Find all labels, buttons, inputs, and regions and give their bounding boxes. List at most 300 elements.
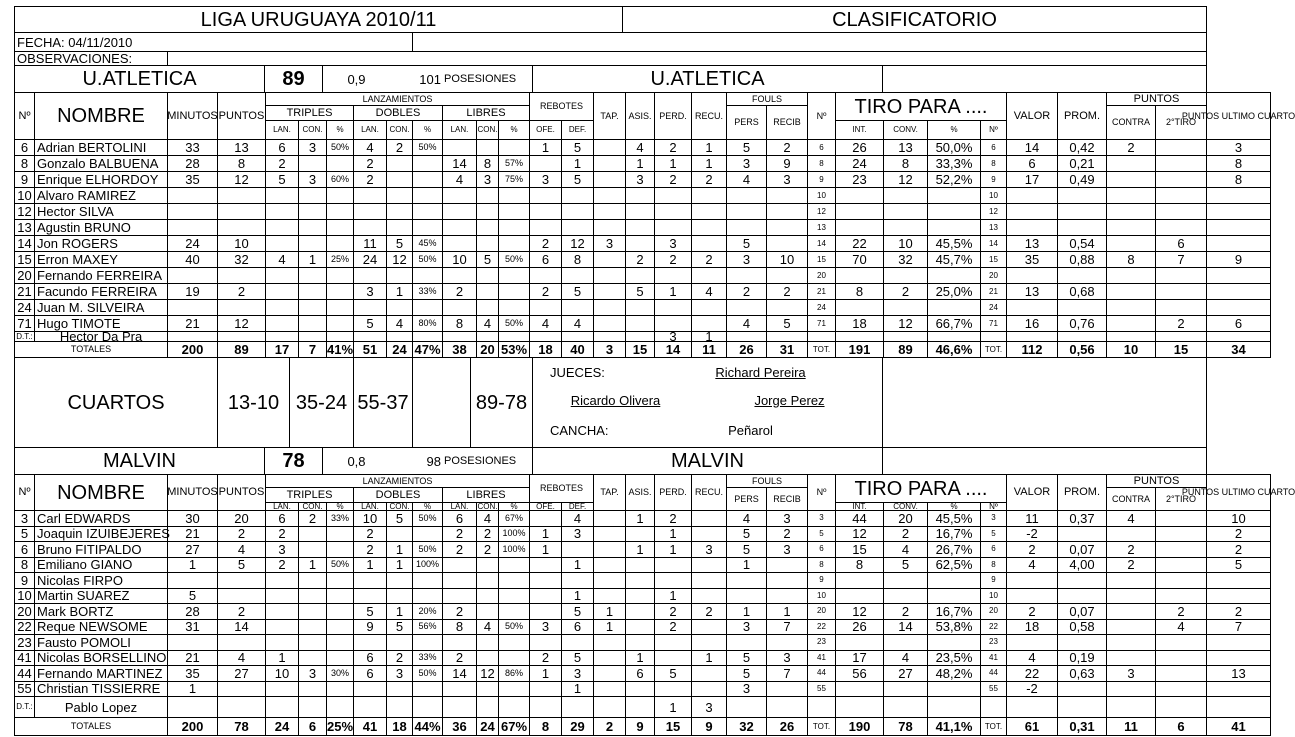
stat-cell: 50,0% bbox=[927, 139, 981, 156]
stat-cell: 1 bbox=[654, 588, 692, 605]
points-per-possession: 0,8 bbox=[347, 453, 366, 469]
stat-cell bbox=[927, 219, 981, 236]
pct-subheader: % bbox=[412, 120, 443, 140]
stat-cell: 57% bbox=[498, 155, 530, 172]
stat-cell: 31 bbox=[167, 619, 218, 636]
stat-cell bbox=[691, 219, 727, 236]
stat-cell bbox=[561, 203, 594, 220]
nombre-header: NOMBRE bbox=[34, 92, 168, 140]
player-name: Mark BORTZ bbox=[34, 603, 168, 620]
stat-cell: 13 bbox=[980, 219, 1007, 236]
stat-cell bbox=[442, 219, 477, 236]
stat-cell bbox=[1206, 187, 1271, 204]
asis-header: ASIS. bbox=[625, 92, 655, 140]
stat-cell: 35 bbox=[167, 171, 218, 188]
stat-cell: 56 bbox=[835, 665, 884, 682]
player-name: Joaquin IZUIBEJERES bbox=[34, 526, 168, 543]
stat-cell: 30% bbox=[326, 665, 354, 682]
stat-cell bbox=[265, 203, 299, 220]
stat-cell: 25% bbox=[326, 251, 354, 268]
stat-cell: 3 bbox=[766, 650, 808, 667]
stat-cell: 5 bbox=[217, 557, 266, 574]
stat-cell: 41 bbox=[980, 650, 1007, 667]
stat-cell bbox=[625, 588, 655, 605]
stat-cell: 4 bbox=[726, 315, 767, 332]
total-cell: 200 bbox=[167, 717, 218, 736]
stat-cell bbox=[835, 681, 884, 698]
stat-cell bbox=[654, 219, 692, 236]
stat-cell: 6 bbox=[980, 139, 1007, 156]
prom-header: PROM. bbox=[1057, 474, 1107, 511]
player-name: Reque NEWSOME bbox=[34, 619, 168, 636]
nro-header: Nº bbox=[14, 92, 35, 140]
stat-cell bbox=[1057, 219, 1107, 236]
stat-cell: 1 bbox=[386, 283, 413, 300]
coach-stat-cell bbox=[561, 696, 594, 718]
stat-cell: 15 bbox=[980, 251, 1007, 268]
stat-cell: -2 bbox=[1006, 681, 1058, 698]
stat-cell: 6 bbox=[980, 541, 1007, 558]
venue-name: Peñarol bbox=[728, 423, 773, 438]
stat-cell bbox=[625, 619, 655, 636]
total-cell: 24 bbox=[476, 717, 499, 736]
stat-cell: 13 bbox=[807, 219, 836, 236]
lan-subheader: LAN. bbox=[442, 502, 477, 511]
team-name: U.ATLETICA bbox=[14, 65, 265, 93]
stat-cell: 2 bbox=[654, 619, 692, 636]
stat-cell bbox=[593, 283, 626, 300]
team-name-right: MALVIN bbox=[532, 447, 883, 475]
coach-stat-cell bbox=[265, 696, 299, 718]
middle-blank bbox=[882, 357, 1207, 448]
stat-cell bbox=[593, 299, 626, 316]
lanzamientos-header: LANZAMIENTOS bbox=[265, 92, 530, 106]
stat-cell bbox=[835, 203, 884, 220]
stat-cell bbox=[476, 219, 499, 236]
stat-cell bbox=[498, 299, 530, 316]
player-name: Facundo FERREIRA bbox=[34, 283, 168, 300]
stat-cell: 2 bbox=[691, 251, 727, 268]
stat-cell: 3 bbox=[625, 171, 655, 188]
stat-cell bbox=[835, 219, 884, 236]
stat-cell: 10 bbox=[980, 187, 1007, 204]
stat-cell: 2 bbox=[1206, 603, 1271, 620]
stat-cell bbox=[1155, 681, 1207, 698]
stat-cell: 2 bbox=[353, 541, 387, 558]
stat-cell bbox=[412, 171, 443, 188]
stat-cell: 20 bbox=[807, 267, 836, 284]
stat-cell bbox=[1057, 187, 1107, 204]
perd-header: PERD. bbox=[654, 474, 692, 511]
stat-cell bbox=[766, 235, 808, 252]
stat-cell: 8 bbox=[807, 557, 836, 574]
stat-cell bbox=[625, 681, 655, 698]
stat-cell: 28 bbox=[167, 603, 218, 620]
stat-cell: 0,21 bbox=[1057, 155, 1107, 172]
con-subheader: CON. bbox=[298, 502, 327, 511]
stat-cell bbox=[835, 572, 884, 589]
stat-cell: 1 bbox=[561, 155, 594, 172]
total-cell: 10 bbox=[1106, 341, 1156, 358]
stat-cell: 9 bbox=[1206, 251, 1271, 268]
stat-cell bbox=[726, 187, 767, 204]
total-cell: 61 bbox=[1006, 717, 1058, 736]
stat-cell bbox=[529, 219, 562, 236]
stat-cell bbox=[1006, 203, 1058, 220]
stat-cell bbox=[1006, 588, 1058, 605]
stat-cell bbox=[412, 299, 443, 316]
stat-cell bbox=[326, 203, 354, 220]
stat-cell bbox=[766, 588, 808, 605]
stat-cell bbox=[726, 219, 767, 236]
stat-cell: 55 bbox=[14, 681, 35, 698]
player-name: Jon ROGERS bbox=[34, 235, 168, 252]
stat-cell: 71 bbox=[14, 315, 35, 332]
stat-cell bbox=[353, 203, 387, 220]
stat-cell bbox=[298, 541, 327, 558]
stat-cell: 1 bbox=[386, 603, 413, 620]
stat-cell: 67% bbox=[498, 510, 530, 527]
stat-cell bbox=[1206, 588, 1271, 605]
recu-header: RECU. bbox=[691, 92, 727, 140]
stat-cell: 1 bbox=[691, 155, 727, 172]
stat-cell bbox=[726, 203, 767, 220]
stat-cell bbox=[766, 557, 808, 574]
segundo-tiro-subheader: 2°TIRO bbox=[1155, 487, 1207, 511]
stat-cell: 22 bbox=[980, 619, 1007, 636]
stat-cell: 4 bbox=[386, 315, 413, 332]
possessions-label: POSESIONES bbox=[444, 72, 517, 85]
stat-cell bbox=[1155, 171, 1207, 188]
stat-cell: 10 bbox=[442, 251, 477, 268]
stat-cell bbox=[386, 572, 413, 589]
total-cell: TOT. bbox=[807, 341, 836, 358]
stat-cell: 14 bbox=[883, 619, 928, 636]
stat-cell: 8 bbox=[442, 619, 477, 636]
stat-cell bbox=[883, 299, 928, 316]
stat-cell bbox=[1206, 267, 1271, 284]
coach-stat-cell: 1 bbox=[654, 696, 692, 718]
stat-cell bbox=[217, 267, 266, 284]
coach-stat-cell bbox=[167, 696, 218, 718]
stat-cell: 1 bbox=[691, 139, 727, 156]
coach-stat-cell bbox=[807, 696, 836, 718]
stat-cell: 5 bbox=[561, 139, 594, 156]
stat-cell bbox=[326, 219, 354, 236]
stat-cell: 5 bbox=[386, 235, 413, 252]
stat-cell bbox=[1106, 155, 1156, 172]
stat-cell bbox=[326, 155, 354, 172]
stat-cell bbox=[498, 634, 530, 651]
stat-cell bbox=[298, 283, 327, 300]
stat-cell bbox=[691, 619, 727, 636]
player-name: Gonzalo BALBUENA bbox=[34, 155, 168, 172]
stat-cell: 3 bbox=[561, 665, 594, 682]
stat-cell: 4 bbox=[561, 315, 594, 332]
stat-cell: 71 bbox=[980, 315, 1007, 332]
stat-cell: 24 bbox=[353, 251, 387, 268]
stat-cell: 80% bbox=[412, 315, 443, 332]
stat-cell bbox=[298, 267, 327, 284]
stat-cell: 3 bbox=[726, 155, 767, 172]
stat-cell: 22 bbox=[14, 619, 35, 636]
stat-cell: 8 bbox=[476, 155, 499, 172]
stat-cell: 5 bbox=[561, 283, 594, 300]
stat-cell bbox=[265, 681, 299, 698]
stat-cell: 5 bbox=[766, 315, 808, 332]
stat-cell: 3 bbox=[298, 665, 327, 682]
stat-cell: 2 bbox=[442, 650, 477, 667]
stat-cell bbox=[167, 219, 218, 236]
stat-cell bbox=[1057, 634, 1107, 651]
stat-cell bbox=[326, 315, 354, 332]
stat-cell: 6 bbox=[265, 510, 299, 527]
stat-cell: 12 bbox=[386, 251, 413, 268]
stat-cell: 13 bbox=[1006, 235, 1058, 252]
stat-cell bbox=[1057, 681, 1107, 698]
stat-cell: 12 bbox=[835, 526, 884, 543]
stat-cell bbox=[1106, 572, 1156, 589]
stat-cell: 0,68 bbox=[1057, 283, 1107, 300]
stat-cell bbox=[1106, 650, 1156, 667]
stat-cell bbox=[476, 681, 499, 698]
stat-cell: 2 bbox=[654, 510, 692, 527]
puntos-group-header: PUNTOS bbox=[1106, 92, 1207, 106]
stat-cell: 6 bbox=[1206, 315, 1271, 332]
total-cell: 31 bbox=[766, 341, 808, 358]
referee-1: Richard Pereira bbox=[715, 365, 806, 380]
stat-cell: 4 bbox=[561, 510, 594, 527]
stat-cell: 2 bbox=[766, 526, 808, 543]
stat-cell: 4 bbox=[217, 541, 266, 558]
stat-cell bbox=[326, 588, 354, 605]
con-subheader: CON. bbox=[476, 120, 499, 140]
stat-cell: 30 bbox=[167, 510, 218, 527]
stat-cell: 10 bbox=[766, 251, 808, 268]
stat-cell: 2 bbox=[726, 283, 767, 300]
stat-cell bbox=[476, 650, 499, 667]
total-cell: 41 bbox=[1206, 717, 1271, 736]
stat-cell: 23 bbox=[14, 634, 35, 651]
stat-cell bbox=[927, 203, 981, 220]
stat-cell bbox=[927, 267, 981, 284]
pers-subheader: PERS bbox=[726, 105, 767, 140]
player-name: Carl EDWARDS bbox=[34, 510, 168, 527]
stat-cell bbox=[217, 219, 266, 236]
stat-cell: 5 bbox=[625, 283, 655, 300]
stat-cell: 23 bbox=[835, 171, 884, 188]
stat-cell bbox=[265, 619, 299, 636]
coach-stat-cell bbox=[1106, 696, 1156, 718]
stat-cell: 5 bbox=[726, 235, 767, 252]
stat-cell: 26 bbox=[835, 619, 884, 636]
conv-subheader: CONV. bbox=[883, 502, 928, 511]
puntos-group-header: PUNTOS bbox=[1106, 474, 1207, 488]
stat-cell: 3 bbox=[593, 235, 626, 252]
coach-stat-cell bbox=[766, 696, 808, 718]
stat-cell bbox=[217, 588, 266, 605]
stat-cell: 2 bbox=[883, 603, 928, 620]
stat-cell bbox=[1006, 219, 1058, 236]
stat-cell: 5 bbox=[14, 526, 35, 543]
stat-cell: 2 bbox=[1155, 603, 1207, 620]
coach-stat-cell bbox=[476, 696, 499, 718]
stat-cell: 5 bbox=[883, 557, 928, 574]
stat-cell bbox=[1206, 681, 1271, 698]
stat-cell: 50% bbox=[412, 665, 443, 682]
stat-cell: 10 bbox=[14, 187, 35, 204]
stat-cell bbox=[1106, 526, 1156, 543]
stat-cell bbox=[691, 557, 727, 574]
stat-cell: 4 bbox=[353, 139, 387, 156]
stat-cell: 6 bbox=[442, 510, 477, 527]
stat-cell: 17 bbox=[835, 650, 884, 667]
libres-header: LIBRES bbox=[442, 105, 530, 121]
stat-cell: 8 bbox=[835, 283, 884, 300]
stat-cell bbox=[1106, 634, 1156, 651]
stat-cell bbox=[265, 603, 299, 620]
jueces-label: JUECES: bbox=[550, 365, 605, 380]
stat-cell bbox=[1155, 219, 1207, 236]
total-cell: 24 bbox=[386, 341, 413, 358]
stat-cell bbox=[476, 634, 499, 651]
stat-cell bbox=[593, 251, 626, 268]
stat-cell: 1 bbox=[561, 557, 594, 574]
stat-cell bbox=[386, 219, 413, 236]
stat-cell bbox=[217, 681, 266, 698]
stat-cell bbox=[167, 572, 218, 589]
stat-cell: 33 bbox=[167, 139, 218, 156]
stat-cell: 50% bbox=[326, 557, 354, 574]
stat-cell: 20 bbox=[14, 267, 35, 284]
stat-cell bbox=[1106, 283, 1156, 300]
stat-cell bbox=[412, 187, 443, 204]
stat-cell: 33% bbox=[412, 283, 443, 300]
stat-cell bbox=[529, 299, 562, 316]
total-cell: 26 bbox=[726, 341, 767, 358]
player-name: Enrique ELHORDOY bbox=[34, 171, 168, 188]
stat-cell bbox=[529, 603, 562, 620]
stat-cell bbox=[326, 283, 354, 300]
stat-cell: 10 bbox=[217, 235, 266, 252]
stat-cell bbox=[883, 267, 928, 284]
stat-cell bbox=[326, 526, 354, 543]
stat-cell bbox=[326, 634, 354, 651]
stat-cell: 6 bbox=[625, 665, 655, 682]
stat-cell bbox=[498, 572, 530, 589]
stat-cell bbox=[1155, 526, 1207, 543]
stat-cell: 9 bbox=[980, 572, 1007, 589]
total-cell: TOT. bbox=[980, 717, 1007, 736]
stat-cell bbox=[625, 187, 655, 204]
player-name: Hector SILVA bbox=[34, 203, 168, 220]
stat-cell bbox=[353, 588, 387, 605]
stat-cell bbox=[529, 187, 562, 204]
puntos-ultimo-cuarto-header: PUNTOS ULTIMO CUARTO bbox=[1206, 474, 1271, 511]
q-blank bbox=[412, 357, 471, 448]
stat-cell bbox=[326, 572, 354, 589]
stat-cell bbox=[442, 235, 477, 252]
total-cell: 41 bbox=[353, 717, 387, 736]
total-cell: 190 bbox=[835, 717, 884, 736]
stat-cell bbox=[625, 219, 655, 236]
stat-cell: 1 bbox=[625, 155, 655, 172]
stat-cell bbox=[883, 187, 928, 204]
total-cell: 0,56 bbox=[1057, 341, 1107, 358]
stat-cell: 12 bbox=[14, 203, 35, 220]
ofe-subheader: OFE. bbox=[529, 120, 562, 140]
stat-cell: 15 bbox=[807, 251, 836, 268]
total-cell: 89 bbox=[217, 341, 266, 358]
fouls-header: FOULS bbox=[726, 474, 808, 488]
stat-cell: 33,3% bbox=[927, 155, 981, 172]
stat-cell bbox=[766, 187, 808, 204]
stat-cell bbox=[691, 267, 727, 284]
stat-cell bbox=[529, 203, 562, 220]
stat-cell bbox=[835, 299, 884, 316]
stat-cell bbox=[442, 267, 477, 284]
stat-cell bbox=[561, 267, 594, 284]
stat-cell bbox=[766, 267, 808, 284]
stat-cell: 20 bbox=[14, 603, 35, 620]
stat-cell: 1 bbox=[386, 557, 413, 574]
stat-cell bbox=[561, 219, 594, 236]
stat-cell bbox=[1155, 572, 1207, 589]
stat-cell bbox=[593, 650, 626, 667]
stat-cell: 11 bbox=[1006, 510, 1058, 527]
stat-cell: 23 bbox=[980, 634, 1007, 651]
stat-cell: 3 bbox=[476, 171, 499, 188]
stat-cell bbox=[1206, 634, 1271, 651]
player-name: Nicolas FIRPO bbox=[34, 572, 168, 589]
stat-cell bbox=[1106, 203, 1156, 220]
stat-cell: 3 bbox=[298, 171, 327, 188]
stat-cell: 13 bbox=[1206, 665, 1271, 682]
stat-cell: 35 bbox=[1006, 251, 1058, 268]
stat-cell: 1 bbox=[726, 603, 767, 620]
stat-cell: 2 bbox=[1006, 603, 1058, 620]
stat-cell: 60% bbox=[326, 171, 354, 188]
valor-header: VALOR bbox=[1006, 474, 1058, 511]
stat-cell bbox=[167, 267, 218, 284]
player-name: Juan M. SILVEIRA bbox=[34, 299, 168, 316]
player-name: Martin SUAREZ bbox=[34, 588, 168, 605]
total-cell: 2 bbox=[593, 717, 626, 736]
stat-cell: 26,7% bbox=[927, 541, 981, 558]
stat-cell: 4 bbox=[1006, 557, 1058, 574]
stat-cell: 4 bbox=[691, 283, 727, 300]
stat-cell: 4 bbox=[217, 650, 266, 667]
stat-cell: 5 bbox=[561, 603, 594, 620]
stat-cell: 12 bbox=[883, 171, 928, 188]
total-cell: 29 bbox=[561, 717, 594, 736]
stat-cell bbox=[298, 219, 327, 236]
stat-cell: 2 bbox=[353, 155, 387, 172]
league-title: LIGA URUGUAYA 2010/11 bbox=[14, 6, 623, 33]
stat-cell: 24 bbox=[14, 299, 35, 316]
stat-cell: 71 bbox=[807, 315, 836, 332]
stat-cell: 26 bbox=[835, 139, 884, 156]
stat-cell: 48,2% bbox=[927, 665, 981, 682]
stat-cell bbox=[498, 650, 530, 667]
stat-cell: 2 bbox=[654, 603, 692, 620]
stat-cell bbox=[561, 299, 594, 316]
stat-cell: 1 bbox=[625, 541, 655, 558]
stat-cell: 2 bbox=[353, 171, 387, 188]
stat-cell: 7 bbox=[1155, 251, 1207, 268]
stat-cell: 21 bbox=[980, 283, 1007, 300]
minutos-header: MINUTOS bbox=[167, 92, 218, 140]
